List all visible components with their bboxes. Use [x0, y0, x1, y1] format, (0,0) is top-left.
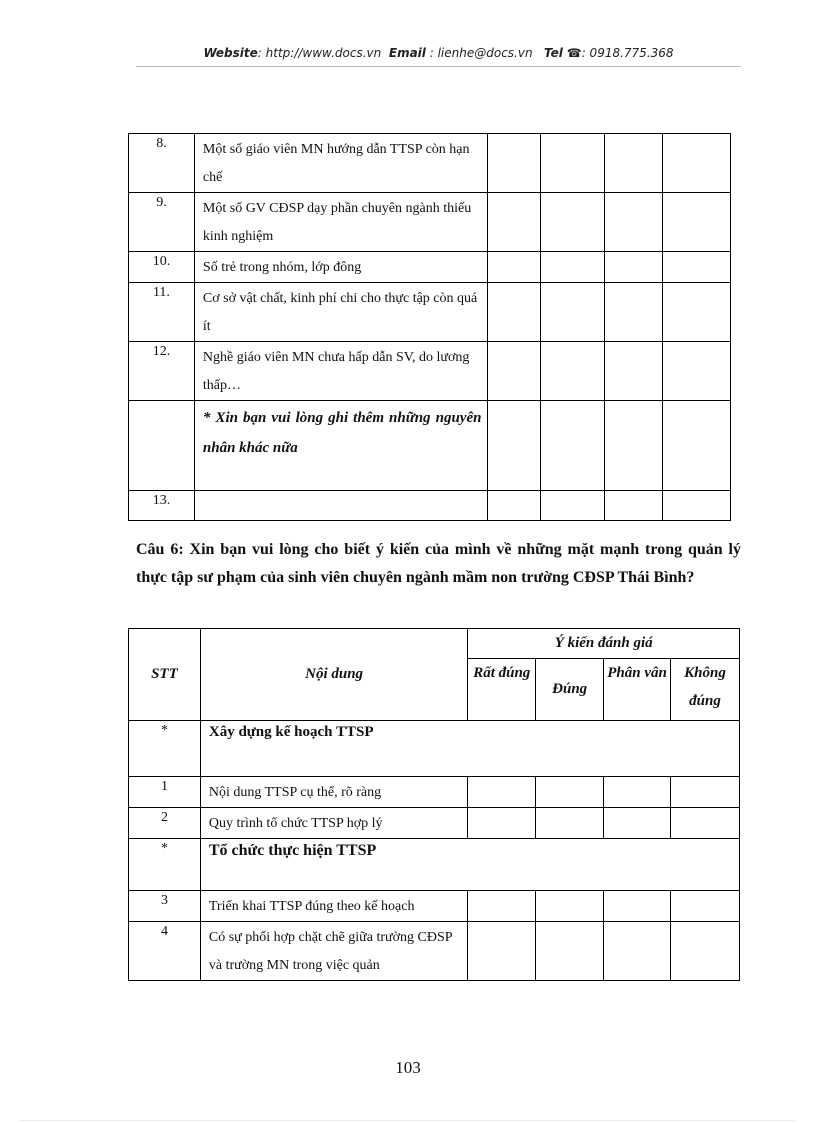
answer-cell[interactable] — [488, 401, 541, 491]
answer-cell[interactable] — [488, 134, 541, 193]
table-row — [129, 777, 740, 808]
col-neutral: Phân vân — [604, 659, 671, 721]
answer-cell[interactable] — [605, 491, 663, 521]
website-value: : http://www.docs.vn — [257, 46, 382, 60]
answer-cell[interactable] — [604, 891, 671, 922]
answer-cell[interactable] — [541, 401, 605, 491]
row-content: Số trẻ trong nhóm, lớp đông — [194, 252, 488, 283]
col-evaluation: Ý kiến đánh giá — [468, 629, 740, 659]
col-content: Nội dung — [200, 629, 467, 721]
answer-cell[interactable] — [468, 808, 536, 839]
answer-cell[interactable] — [663, 491, 731, 521]
row-number: 10. — [129, 252, 195, 283]
answer-cell[interactable] — [536, 808, 604, 839]
answer-cell[interactable] — [488, 342, 541, 401]
row-number: 11. — [129, 283, 195, 342]
row-content: Nghề giáo viên MN chưa hấp dẫn SV, do lương thấp… — [194, 342, 488, 401]
answer-cell[interactable] — [605, 193, 663, 252]
table-row — [129, 134, 731, 193]
answer-cell[interactable] — [536, 891, 604, 922]
section-marker: * — [129, 839, 201, 891]
answer-cell[interactable] — [541, 283, 605, 342]
answer-cell[interactable] — [663, 252, 731, 283]
page-number: 103 — [395, 1058, 421, 1077]
table-row — [129, 491, 731, 521]
table-row — [129, 891, 740, 922]
section-row — [129, 721, 740, 777]
answer-cell[interactable] — [468, 891, 536, 922]
table-row — [129, 252, 731, 283]
row-number: 3 — [129, 891, 201, 922]
answer-cell[interactable] — [541, 342, 605, 401]
table-header-row — [129, 629, 740, 659]
row-content: Nội dung TTSP cụ thể, rõ ràng — [200, 777, 467, 808]
tel-value: : 0918.775.368 — [581, 46, 674, 60]
row-content: Cơ sở vật chất, kinh phí chi cho thực tập còn quá ít — [194, 283, 488, 342]
phone-icon: ☎ — [566, 46, 582, 60]
answer-cell[interactable] — [541, 252, 605, 283]
col-true: Đúng — [536, 659, 604, 721]
row-content: Quy trình tổ chức TTSP hợp lý — [200, 808, 467, 839]
answer-cell[interactable] — [671, 808, 740, 839]
row-content: Triển khai TTSP đúng theo kế hoạch — [200, 891, 467, 922]
answer-cell[interactable] — [604, 777, 671, 808]
answer-cell[interactable] — [663, 193, 731, 252]
answer-cell[interactable] — [468, 922, 536, 981]
answer-cell[interactable] — [605, 401, 663, 491]
page-bottom-divider — [20, 1120, 796, 1121]
row-number: 2 — [129, 808, 201, 839]
table-row — [129, 401, 731, 491]
answer-cell[interactable] — [605, 342, 663, 401]
answer-cell[interactable] — [536, 777, 604, 808]
row-number: 12. — [129, 342, 195, 401]
col-false: Không đúng — [671, 659, 740, 721]
section-row — [129, 839, 740, 891]
header-divider — [136, 66, 741, 67]
table-row — [129, 342, 731, 401]
answer-cell[interactable] — [663, 401, 731, 491]
answer-cell[interactable] — [604, 808, 671, 839]
answer-cell[interactable] — [468, 777, 536, 808]
row-content: Có sự phối hợp chặt chẽ giữa trường CĐSP và trường MN trong việc quản — [200, 922, 467, 981]
other-cause-field[interactable] — [194, 491, 488, 521]
tel-label: Tel — [544, 46, 563, 60]
section-title: Tổ chức thực hiện TTSP — [200, 839, 739, 891]
table-row — [129, 283, 731, 342]
page-header — [136, 46, 741, 60]
row-number: 13. — [129, 491, 195, 521]
strengths-table — [128, 628, 740, 981]
empty-cell — [129, 401, 195, 491]
answer-cell[interactable] — [663, 342, 731, 401]
row-number: 9. — [129, 193, 195, 252]
row-content: Một số GV CĐSP dạy phần chuyên ngành thiếu kinh nghiệm — [194, 193, 488, 252]
answer-cell[interactable] — [604, 922, 671, 981]
answer-cell[interactable] — [541, 134, 605, 193]
answer-cell[interactable] — [605, 252, 663, 283]
table-row — [129, 808, 740, 839]
answer-cell[interactable] — [663, 283, 731, 342]
answer-cell[interactable] — [488, 283, 541, 342]
row-number: 8. — [129, 134, 195, 193]
answer-cell[interactable] — [605, 134, 663, 193]
answer-cell[interactable] — [541, 491, 605, 521]
answer-cell[interactable] — [536, 922, 604, 981]
col-stt: STT — [129, 629, 201, 721]
email-label: Email — [388, 46, 426, 60]
section-marker: * — [129, 721, 201, 777]
other-causes-note: * Xin bạn vui lòng ghi thêm những nguyên nhân khác nữa — [194, 401, 488, 491]
causes-table — [128, 133, 731, 521]
answer-cell[interactable] — [605, 283, 663, 342]
answer-cell[interactable] — [671, 777, 740, 808]
answer-cell[interactable] — [671, 922, 740, 981]
email-value: : lienhe@docs.vn — [429, 46, 533, 60]
answer-cell[interactable] — [541, 193, 605, 252]
answer-cell[interactable] — [663, 134, 731, 193]
section-title: Xây dựng kế hoạch TTSP — [200, 721, 739, 777]
row-number: 1 — [129, 777, 201, 808]
row-content: Một số giáo viên MN hướng dẫn TTSP còn hạn chế — [194, 134, 488, 193]
row-number: 4 — [129, 922, 201, 981]
answer-cell[interactable] — [488, 193, 541, 252]
table-row — [129, 922, 740, 981]
answer-cell[interactable] — [488, 491, 541, 521]
question-6: Câu 6: Xin bạn vui lòng cho biết ý kiến của mình về những mặt mạnh trong quản lý thực tập sư phạm của sinh viên chuyên ngành mầm non trường CĐSP Thái Bình? — [136, 541, 741, 586]
answer-cell[interactable] — [488, 252, 541, 283]
answer-cell[interactable] — [671, 891, 740, 922]
website-label: Website — [203, 46, 258, 60]
table-row — [129, 193, 731, 252]
col-very-true: Rất đúng — [468, 659, 536, 721]
